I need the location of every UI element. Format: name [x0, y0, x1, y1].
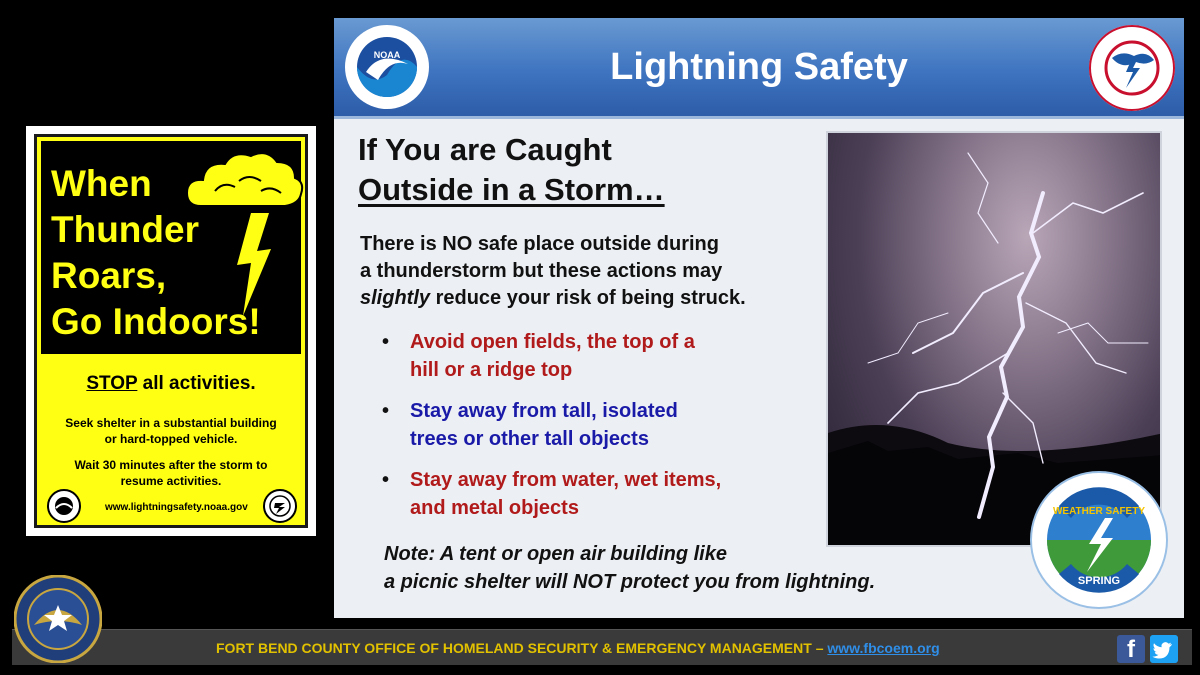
- lightning-sign-poster: [26, 126, 316, 536]
- sign-headline-line: Roars,: [51, 255, 167, 296]
- sign-board: [34, 134, 308, 528]
- footer-org: FORT BEND COUNTY OFFICE OF HOMELAND SECURITY & EMERGENCY MANAGEMENT: [216, 640, 812, 656]
- note-line: Note: A tent or open air building like: [384, 543, 727, 565]
- list-item-line: Stay away from water, wet items,: [410, 469, 722, 491]
- sign-seek-line: or hard-topped vehicle.: [104, 432, 238, 446]
- list-item-line: hill or a ridge top: [410, 359, 573, 381]
- footer-website-link[interactable]: www.fbcoem.org: [827, 640, 940, 656]
- noaa-logo-icon: [47, 489, 81, 523]
- footer-separator: –: [811, 640, 828, 656]
- intro-line: There is NO safe place outside during: [360, 233, 719, 255]
- sign-url: www.lightningsafety.noaa.gov: [105, 502, 248, 513]
- list-item: [382, 397, 802, 453]
- bullet-icon: •: [382, 469, 390, 491]
- slide-title: Lightning Safety: [610, 46, 908, 88]
- sign-wait-text: [37, 457, 305, 489]
- sign-wait-line: Wait 30 minutes after the storm to: [74, 458, 268, 472]
- slide-heading-line1: If You are Caught: [358, 132, 612, 167]
- facebook-icon[interactable]: f: [1117, 635, 1145, 663]
- list-item-line: Avoid open fields, the top of a: [410, 331, 695, 353]
- fort-bend-county-seal-icon: [14, 575, 102, 663]
- lightning-safety-slide: [334, 18, 1184, 618]
- bullet-icon: •: [382, 331, 390, 353]
- intro-paragraph: [360, 231, 746, 312]
- sign-stop-word: STOP: [86, 373, 138, 394]
- note-text: [384, 540, 875, 596]
- sign-headline-line: When: [51, 163, 152, 204]
- slide-heading-line2: Outside in a Storm…: [358, 172, 665, 207]
- list-item: [382, 466, 802, 522]
- noaa-logo-text: NOAA: [373, 50, 401, 60]
- slide-heading: [358, 130, 665, 210]
- badge-top-text: WEATHER SAFETY: [1052, 506, 1146, 517]
- banner-divider: [334, 116, 1184, 119]
- footer-text: [216, 640, 940, 656]
- sign-headline-line: Thunder: [51, 209, 199, 250]
- sign-stop-line: [37, 373, 305, 395]
- sign-stop-rest: all activities.: [137, 373, 256, 394]
- weather-safety-spring-badge-icon: [1029, 470, 1169, 610]
- sign-wait-line: resume activities.: [120, 474, 222, 488]
- sign-headline-line: Go Indoors!: [51, 301, 261, 342]
- list-item-line: trees or other tall objects: [410, 428, 649, 450]
- bullet-icon: •: [382, 400, 390, 422]
- list-item-line: Stay away from tall, isolated: [410, 400, 678, 422]
- sign-black-header: [41, 141, 301, 354]
- storm-cloud-icon: [181, 151, 306, 321]
- nws-logo-icon: [1088, 24, 1176, 112]
- intro-line: [360, 285, 746, 312]
- note-line: a picnic shelter will NOT protect you from lightning.: [384, 571, 876, 593]
- safety-tips-list: [382, 328, 802, 535]
- badge-bottom-text: SPRING: [1077, 575, 1121, 587]
- intro-line-rest: reduce your risk of being struck.: [430, 287, 746, 309]
- sign-seek-text: [37, 415, 305, 447]
- list-item-line: and metal objects: [410, 497, 579, 519]
- slide-banner: [334, 18, 1184, 116]
- nws-logo-icon: [263, 489, 297, 523]
- twitter-icon[interactable]: [1150, 635, 1178, 663]
- list-item: [382, 328, 802, 384]
- intro-emphasis: slightly: [360, 287, 431, 309]
- intro-line: a thunderstorm but these actions may: [360, 260, 723, 282]
- sign-seek-line: Seek shelter in a substantial building: [65, 416, 277, 430]
- footer-bar: [12, 629, 1192, 665]
